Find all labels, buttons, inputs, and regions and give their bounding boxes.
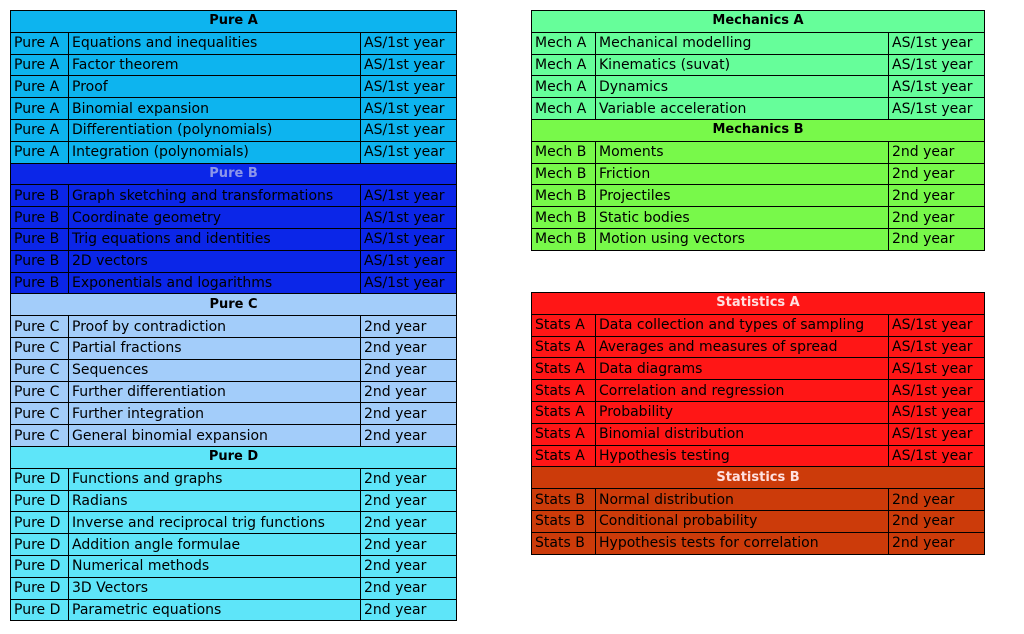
year-cell: AS/1st year — [361, 32, 457, 54]
topic-cell: Moments — [596, 141, 889, 163]
table-row — [532, 401, 985, 423]
module-code-cell: Pure D — [11, 534, 69, 556]
section-title: Mechanics B — [532, 119, 985, 141]
topic-cell: Partial fractions — [69, 337, 361, 359]
topic-cell: Probability — [596, 401, 889, 423]
year-cell: AS/1st year — [889, 32, 985, 54]
topic-cell: Sequences — [69, 359, 361, 381]
table-row — [532, 207, 985, 229]
module-code-cell: Pure D — [11, 599, 69, 621]
module-code-cell: Pure A — [11, 141, 69, 163]
year-cell: 2nd year — [361, 316, 457, 338]
section-header — [11, 446, 457, 468]
topic-cell: Normal distribution — [596, 489, 889, 511]
section-header — [11, 11, 457, 33]
year-cell: AS/1st year — [889, 76, 985, 98]
topic-cell: Static bodies — [596, 207, 889, 229]
module-code-cell: Mech B — [532, 207, 596, 229]
year-cell: 2nd year — [361, 512, 457, 534]
section-header — [532, 11, 985, 33]
module-code-cell: Pure B — [11, 250, 69, 272]
module-code-cell: Stats A — [532, 423, 596, 445]
table-row — [532, 98, 985, 120]
topic-cell: Conditional probability — [596, 510, 889, 532]
year-cell: AS/1st year — [361, 141, 457, 163]
module-code-cell: Pure A — [11, 76, 69, 98]
topic-cell: Exponentials and logarithms — [69, 272, 361, 294]
year-cell: AS/1st year — [889, 445, 985, 467]
table-row — [532, 423, 985, 445]
module-code-cell: Stats B — [532, 510, 596, 532]
module-code-cell: Mech A — [532, 76, 596, 98]
section-title: Statistics B — [532, 467, 985, 489]
table-row — [532, 314, 985, 336]
table-row — [11, 577, 457, 599]
table-row — [11, 76, 457, 98]
year-cell: 2nd year — [361, 381, 457, 403]
module-code-cell: Pure D — [11, 555, 69, 577]
section-title: Statistics A — [532, 293, 985, 315]
module-code-cell: Pure B — [11, 228, 69, 250]
table-row — [532, 54, 985, 76]
year-cell: 2nd year — [889, 163, 985, 185]
topic-cell: 2D vectors — [69, 250, 361, 272]
topic-cell: Addition angle formulae — [69, 534, 361, 556]
table-row — [11, 359, 457, 381]
topic-cell: Further integration — [69, 403, 361, 425]
year-cell: 2nd year — [361, 468, 457, 490]
year-cell: 2nd year — [361, 534, 457, 556]
section-title: Mechanics A — [532, 11, 985, 33]
module-code-cell: Pure B — [11, 207, 69, 229]
year-cell: AS/1st year — [889, 358, 985, 380]
year-cell: 2nd year — [361, 425, 457, 447]
table-row — [11, 54, 457, 76]
table-row — [532, 532, 985, 554]
year-cell: AS/1st year — [889, 380, 985, 402]
topic-cell: Dynamics — [596, 76, 889, 98]
table-row — [11, 425, 457, 447]
module-code-cell: Pure C — [11, 425, 69, 447]
year-cell: AS/1st year — [889, 54, 985, 76]
table-row — [11, 207, 457, 229]
table-row — [11, 468, 457, 490]
table-row — [11, 337, 457, 359]
topic-cell: Proof by contradiction — [69, 316, 361, 338]
table-row — [11, 185, 457, 207]
module-code-cell: Pure D — [11, 577, 69, 599]
year-cell: 2nd year — [361, 403, 457, 425]
module-code-cell: Stats A — [532, 314, 596, 336]
year-cell: 2nd year — [889, 228, 985, 250]
year-cell: 2nd year — [889, 489, 985, 511]
year-cell: 2nd year — [889, 510, 985, 532]
year-cell: AS/1st year — [889, 314, 985, 336]
topic-cell: Friction — [596, 163, 889, 185]
section-header — [532, 467, 985, 489]
year-cell: AS/1st year — [889, 336, 985, 358]
module-code-cell: Stats B — [532, 532, 596, 554]
year-cell: 2nd year — [361, 599, 457, 621]
section-header — [11, 163, 457, 185]
module-code-cell: Mech A — [532, 54, 596, 76]
table-row — [532, 489, 985, 511]
table-row — [11, 141, 457, 163]
topic-cell: Data collection and types of sampling — [596, 314, 889, 336]
section-title: Pure C — [11, 294, 457, 316]
topic-cell: Projectiles — [596, 185, 889, 207]
module-code-cell: Stats A — [532, 401, 596, 423]
topic-cell: Data diagrams — [596, 358, 889, 380]
table-row — [11, 534, 457, 556]
module-code-cell: Stats B — [532, 489, 596, 511]
module-code-cell: Mech B — [532, 228, 596, 250]
table-row — [11, 98, 457, 120]
year-cell: AS/1st year — [361, 207, 457, 229]
year-cell: 2nd year — [361, 359, 457, 381]
topic-cell: Variable acceleration — [596, 98, 889, 120]
table-row — [11, 250, 457, 272]
module-code-cell: Mech A — [532, 32, 596, 54]
table-row — [11, 272, 457, 294]
topic-cell: Numerical methods — [69, 555, 361, 577]
year-cell: 2nd year — [889, 532, 985, 554]
module-code-cell: Pure D — [11, 512, 69, 534]
table-row — [532, 336, 985, 358]
module-code-cell: Pure A — [11, 119, 69, 141]
module-code-cell: Pure A — [11, 98, 69, 120]
year-cell: AS/1st year — [889, 423, 985, 445]
section-header — [532, 119, 985, 141]
section-header — [532, 293, 985, 315]
table-row — [11, 32, 457, 54]
topic-cell: Hypothesis tests for correlation — [596, 532, 889, 554]
table-row — [532, 32, 985, 54]
topic-cell: Motion using vectors — [596, 228, 889, 250]
module-code-cell: Mech B — [532, 163, 596, 185]
table-row — [11, 599, 457, 621]
module-code-cell: Pure A — [11, 54, 69, 76]
table-row — [532, 228, 985, 250]
module-code-cell: Mech B — [532, 141, 596, 163]
topic-cell: Graph sketching and transformations — [69, 185, 361, 207]
section-title: Pure B — [11, 163, 457, 185]
statistics-topics-table — [531, 292, 985, 555]
table-row — [532, 510, 985, 532]
table-row — [11, 490, 457, 512]
year-cell: 2nd year — [889, 185, 985, 207]
topic-cell: Functions and graphs — [69, 468, 361, 490]
table-row — [11, 119, 457, 141]
table-row — [532, 380, 985, 402]
table-row — [532, 76, 985, 98]
module-code-cell: Pure C — [11, 316, 69, 338]
module-code-cell: Pure A — [11, 32, 69, 54]
module-code-cell: Stats A — [532, 358, 596, 380]
topic-cell: Binomial distribution — [596, 423, 889, 445]
topic-cell: General binomial expansion — [69, 425, 361, 447]
table-row — [11, 316, 457, 338]
year-cell: 2nd year — [361, 555, 457, 577]
topic-cell: Differentiation (polynomials) — [69, 119, 361, 141]
module-code-cell: Mech A — [532, 98, 596, 120]
year-cell: AS/1st year — [361, 250, 457, 272]
topic-cell: Equations and inequalities — [69, 32, 361, 54]
module-code-cell: Pure B — [11, 185, 69, 207]
topic-cell: Further differentiation — [69, 381, 361, 403]
year-cell: AS/1st year — [361, 98, 457, 120]
year-cell: AS/1st year — [361, 185, 457, 207]
module-code-cell: Pure D — [11, 468, 69, 490]
section-title: Pure D — [11, 446, 457, 468]
topic-cell: Radians — [69, 490, 361, 512]
year-cell: AS/1st year — [361, 228, 457, 250]
table-row — [11, 403, 457, 425]
year-cell: AS/1st year — [889, 401, 985, 423]
topic-cell: Averages and measures of spread — [596, 336, 889, 358]
year-cell: 2nd year — [889, 141, 985, 163]
topic-cell: Trig equations and identities — [69, 228, 361, 250]
topic-cell: 3D Vectors — [69, 577, 361, 599]
year-cell: 2nd year — [889, 207, 985, 229]
table-row — [532, 185, 985, 207]
module-code-cell: Stats A — [532, 445, 596, 467]
topic-cell: Inverse and reciprocal trig functions — [69, 512, 361, 534]
table-row — [532, 141, 985, 163]
table-row — [11, 512, 457, 534]
module-code-cell: Stats A — [532, 380, 596, 402]
year-cell: 2nd year — [361, 577, 457, 599]
table-row — [532, 445, 985, 467]
topic-cell: Coordinate geometry — [69, 207, 361, 229]
topic-cell: Parametric equations — [69, 599, 361, 621]
topic-cell: Binomial expansion — [69, 98, 361, 120]
table-row — [11, 555, 457, 577]
pure-topics-table — [10, 10, 457, 621]
mechanics-topics-table — [531, 10, 985, 251]
module-code-cell: Pure C — [11, 359, 69, 381]
module-code-cell: Pure B — [11, 272, 69, 294]
table-row — [532, 358, 985, 380]
topic-cell: Factor theorem — [69, 54, 361, 76]
year-cell: AS/1st year — [361, 119, 457, 141]
year-cell: AS/1st year — [361, 54, 457, 76]
table-row — [11, 228, 457, 250]
module-code-cell: Stats A — [532, 336, 596, 358]
year-cell: 2nd year — [361, 337, 457, 359]
module-code-cell: Pure C — [11, 337, 69, 359]
table-row — [532, 163, 985, 185]
topic-cell: Kinematics (suvat) — [596, 54, 889, 76]
module-code-cell: Pure C — [11, 403, 69, 425]
year-cell: 2nd year — [361, 490, 457, 512]
section-header — [11, 294, 457, 316]
topic-cell: Mechanical modelling — [596, 32, 889, 54]
module-code-cell: Mech B — [532, 185, 596, 207]
module-code-cell: Pure C — [11, 381, 69, 403]
year-cell: AS/1st year — [889, 98, 985, 120]
module-code-cell: Pure D — [11, 490, 69, 512]
year-cell: AS/1st year — [361, 76, 457, 98]
topic-cell: Hypothesis testing — [596, 445, 889, 467]
year-cell: AS/1st year — [361, 272, 457, 294]
section-title: Pure A — [11, 11, 457, 33]
table-row — [11, 381, 457, 403]
topic-cell: Integration (polynomials) — [69, 141, 361, 163]
topic-cell: Correlation and regression — [596, 380, 889, 402]
topic-cell: Proof — [69, 76, 361, 98]
